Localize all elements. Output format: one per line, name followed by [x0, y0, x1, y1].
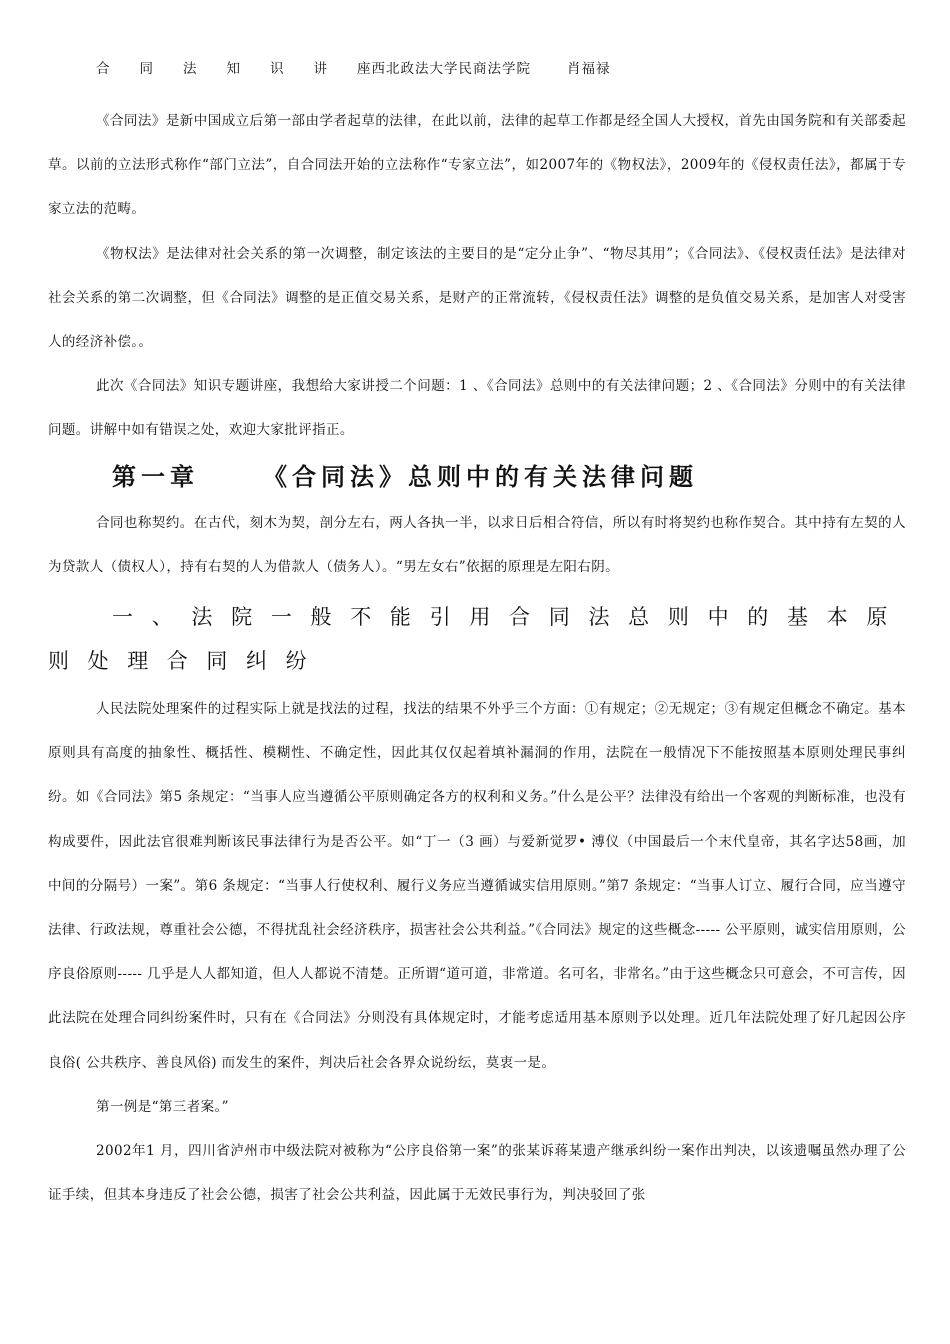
header-title-rest: 座西北政法大学民商法学院 — [357, 61, 531, 77]
chapter-heading — [48, 457, 906, 497]
document-header — [48, 55, 906, 83]
intro-paragraph-1: 《合同法》是新中国成立后第一部由学者起草的法律，在此以前，法律的起草工作都是经全国人大授权，首先由国务院和有关部委起 草。以前的立法形式称作“部门立法”，自合同法开始的立法称作“专家立法”，如2007年的《物权法》，2009年的《侵权责任法》，都属于专家立法的范畴。 — [48, 113, 920, 218]
section-heading: 一、法院一般不能引用合同法总则中的基本原则处理合同纠纷 — [48, 605, 906, 674]
intro-paragraph-2: 《物权法》是法律对社会关系的第一次调整，制定该法的主要目的是“定分止争”、“物尽其用”；《合同法》、《侵权责任法》是法律对社会关系的第二次调整，但《合同法》调整的是正值交易关系，是财产的正常流转，《侵权责任法》调整的是负值交易关系，是加害人对受害人的经济补偿。。 — [48, 245, 906, 351]
chapter-title: 《合同法》总则中的有关法律问题 — [263, 462, 698, 491]
chapter-intro-paragraph: 合同也称契约。在古代，刻木为契，剖分左右，两人各执一半，以求日后相合符信，所以有时将契约也称作契合。其中持有左契的人为贷款人（债权人），持有右契的人为借款人（债务人）。“男左女右”依据的原理是左阳右阴。 — [48, 514, 906, 575]
chapter-label: 第一章 — [112, 462, 199, 491]
section-paragraph-1: 人民法院处理案件的过程实际上就是找法的过程，找法的结果不外乎三个方面：①有规定；②无规定；③有规定但概念不确定。基本原则具有高度的抽象性、概括性、模糊性、不确定性，因此其仅仅起着填补漏洞的作用，法院在一般情况下不能按照基本原则处理民事纠纷。如《合同法》第5 条规定：“当事人应当遵循公平原则确定各方的权利和义务。”什么是公平？法律没有给出一个客观的判断标准，也没有构成要件，因此法官很难判断该民事法律行为是否公平。如“丁一（3 画）与爱新觉罗• 溥仪（中国最后一个末代皇帝，其名字达58画，加中间的分隔号）一案”。第6 条规定：“当事人行使权利、履行义务应当遵循诚实信用原则。”第7 条规定：“当事人订立、履行合同，应当遵守法律、行政法规，尊重社会公德，不得扰乱社会经济秩序，损害社会公共利益。”《合同法》规定的这些概念----- 公平原则，诚实信用原则，公序良俗原则----- 几乎是人人都知道，但人人都说不清楚。正所谓“道可道，非常道。名可名，非常名。”由于这些概念只可意会，不可言传，因此法院在处理合同纠纷案件时，只有在《合同法》分则没有具体规定时，才能考虑适用基本原则予以处理。近几年法院处理了好几起因公序良俗( 公共秩序、善良风俗) 而发生的案件，判决后社会各界众说纷纭，莫衷一是。 — [48, 701, 906, 1071]
section-paragraph-2: 第一例是“第三者案。” — [96, 1098, 229, 1115]
document-page — [48, 55, 920, 1217]
intro-paragraph-3: 此次《合同法》知识专题讲座，我想给大家讲授二个问题：1 、《合同法》总则中的有关法律问题；2 、《合同法》分则中的有关法律问题。讲解中如有错误之处，欢迎大家批评指正。 — [48, 378, 906, 439]
section-paragraph-3: 2002年1 月，四川省泸州市中级法院对被称为“公序良俗第一案”的张某诉蒋某遗产继承纠纷一案作出判决，以该遗嘱虽然办理了公证手续，但其本身违反了社会公德，损害了社会公共利益，因此属于无效民事行为，判决驳回了张 — [48, 1143, 906, 1204]
header-author: 肖福禄 — [567, 61, 611, 77]
header-title-spaced: 合同法知识讲 — [96, 61, 357, 77]
